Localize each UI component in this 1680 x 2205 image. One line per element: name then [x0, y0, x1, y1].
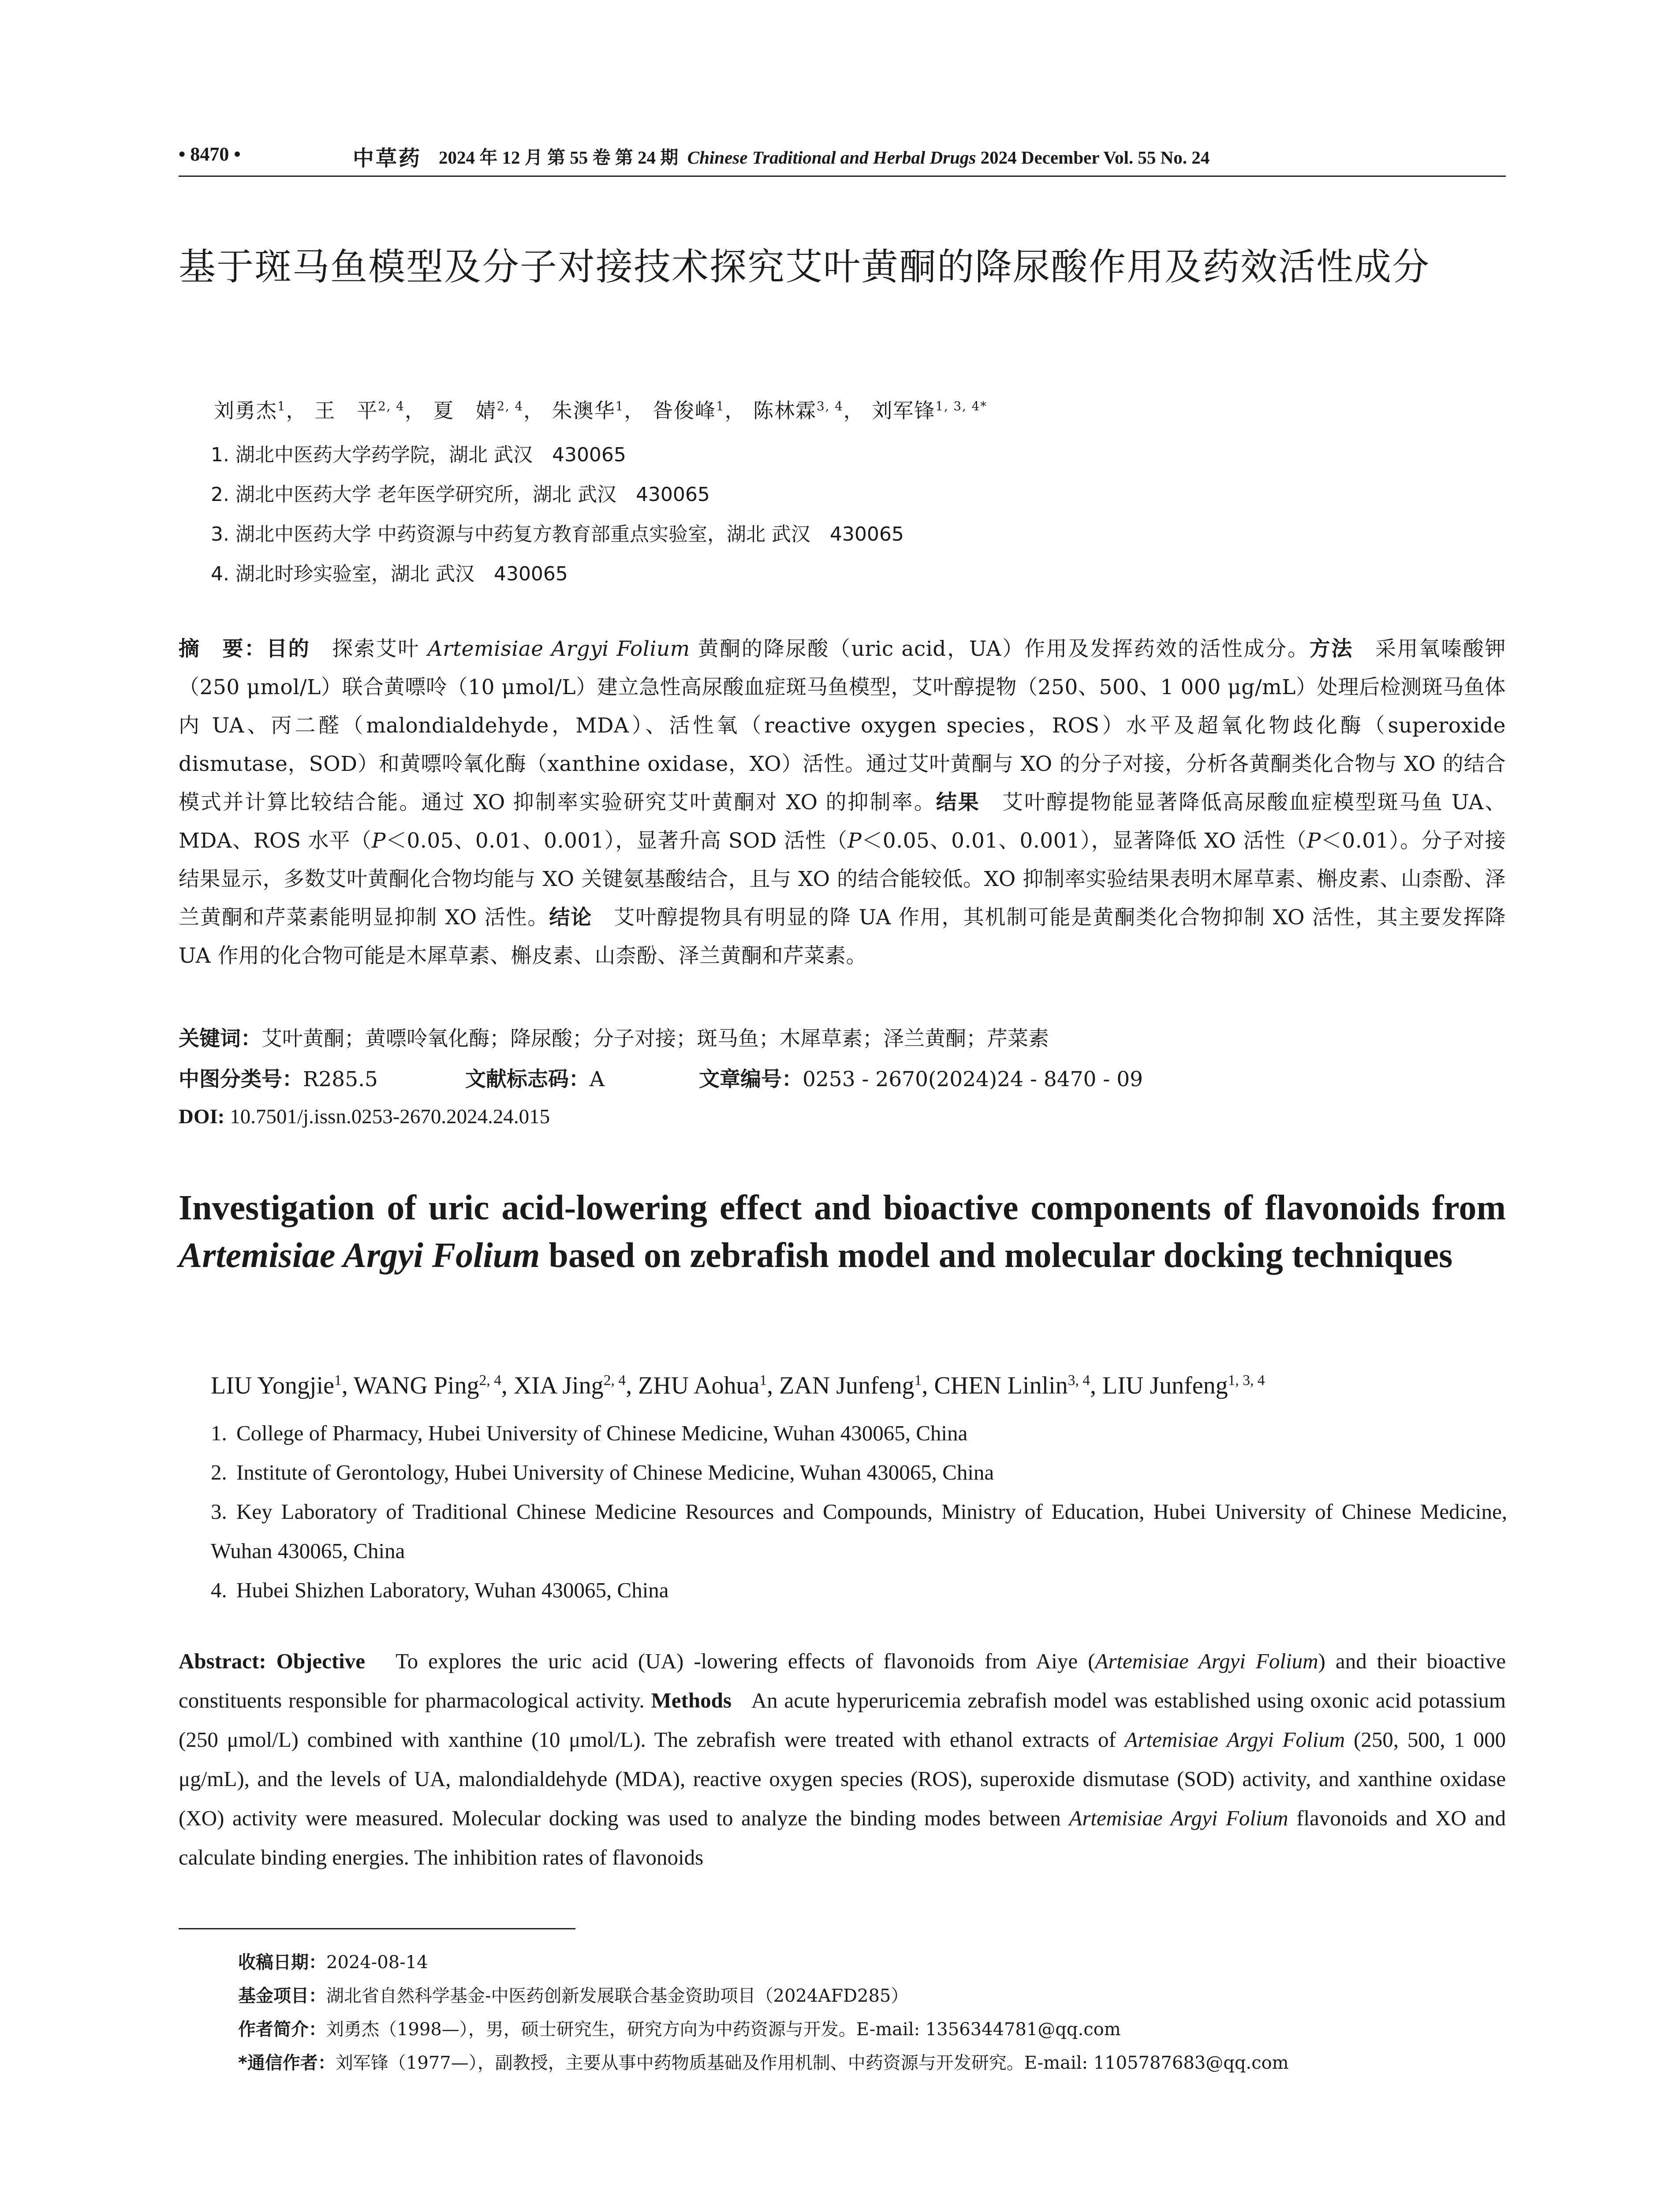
author-cn: 夏 婧 [433, 399, 497, 422]
methods-label: 方法 [1309, 637, 1354, 661]
abstract-label: 摘 要： [179, 637, 266, 661]
footnote-received [238, 1948, 428, 1973]
authors-en: LIU Yongjie$^1$, WANG Ping$^{2, 4}$, XIA Jing$^{2, 4}$, ZHU Aohua$^1$, ZAN Junfeng$^1$, CHEN Linlin$^{3, 4}$, LIU Junfeng$^{1, 3, 4}$ [211, 1372, 1265, 1399]
objective-label: 目的 [266, 637, 310, 661]
fund-value: 湖北省自然科学基金-中医药创新发展联合基金资助项目（2024AFD285） [326, 1986, 909, 2006]
received-value: 2024-08-14 [326, 1952, 428, 1973]
author-cn: 朱澳华 [552, 399, 616, 422]
author-aff: 3, 4 [1068, 1372, 1090, 1389]
latin-name: Artemisiae Argyi Folium [1095, 1649, 1318, 1673]
affiliation-cn-1: 1. 湖北中医药大学药学院，湖北 武汉 430065 [211, 444, 626, 466]
author-en: LIU Yongjie [211, 1372, 335, 1399]
objective-text: 探索艾叶 [332, 637, 420, 661]
methods-text: 采用氧嗪酸钾（250 μmol/L）联合黄嘌呤（10 μmol/L）建立急性高尿酸血症斑马鱼模型，艾叶醇提物（250、500、1 000 μg/mL）处理后检测斑马鱼体内 UA、丙二醛（malondialdehyde，MDA）、活性氧（reactive oxygen species，ROS）水平及超氧化物歧化酶（superoxide dismutase，SOD）和黄嘌呤氧化酶（xanthine oxidase，XO）活性。通过艾叶黄酮与 XO 的分子对接，分析各黄酮类化合物与 XO 的结合模式并计算比较结合能。通过 XO 抑制率实验研究艾叶黄酮对 XO 的抑制率。 [179, 637, 1506, 815]
author-aff: 2, 4 [479, 1372, 501, 1389]
affiliation-en-4 [211, 1570, 1507, 1610]
affiliation-en-3 [211, 1492, 1507, 1570]
methods-en-text: An acute hyperuricemia zebrafish model was established using oxonic acid potassium (250 μmol/L) combined with xanthine (10 μmol/L). The zebrafish were treated with ethanol extracts of [179, 1688, 1506, 1752]
author-aff: 1, 3, 4* [935, 399, 987, 414]
affiliation-cn-3: 3. 湖北中医药大学 中药资源与中药复方教育部重点实验室，湖北 武汉 430065 [211, 523, 904, 546]
objective-en-text: ) and their bioactive constituents responsible for pharmacological activity. [179, 1649, 1506, 1712]
affiliation-en-1 [211, 1413, 1507, 1453]
objective-en-text: To explores the uric acid (UA) -lowering effects of flavonoids from Aiye ( [396, 1649, 1095, 1673]
latin-name: Artemisiae Argyi Folium [1124, 1727, 1345, 1752]
title-en [179, 1184, 1506, 1279]
aff-text: Hubei Shizhen Laboratory, Wuhan 430065, China [236, 1578, 669, 1602]
p-symbol: P [1307, 829, 1321, 853]
author-aff: 1 [615, 399, 624, 414]
affiliation-cn-4: 4. 湖北时珍实验室，湖北 武汉 430065 [211, 563, 568, 585]
doc-code-value: A [590, 1067, 605, 1091]
results-label: 结果 [936, 790, 980, 815]
author-cn: 刘军锋 [872, 399, 936, 422]
author-en: WANG Ping [353, 1372, 479, 1399]
author-aff: 2, 4 [603, 1372, 626, 1389]
article-no-value: 0253 - 2670(2024)24 - 8470 - 09 [803, 1067, 1143, 1091]
objective-en-label: Objective [276, 1649, 366, 1673]
abstract-en-label: Abstract: [179, 1649, 266, 1673]
aff-number: 4. [211, 1578, 227, 1602]
author-aff: 2, 4 [497, 399, 524, 414]
keywords-label: 关键词： [179, 1027, 261, 1051]
authors-cn: 刘勇杰$^1$， 王 平$^{2, 4}$， 夏 婧$^{2, 4}$， 朱澳华$^1$， 昝俊峰$^1$， 陈林霖$^{3, 4}$， 刘军锋$^{1, 3, 4*}$ [214, 399, 987, 422]
footnote-fund [238, 1982, 908, 2007]
results-text: 艾叶醇提物能显著降低高尿酸血症模型斑马鱼 UA、MDA、ROS 水平（ [179, 790, 1506, 853]
footnote-corresponding [238, 2049, 1289, 2074]
article-no-label: 文章编号： [699, 1067, 803, 1091]
aff-text: Institute of Gerontology, Hubei University of Chinese Medicine, Wuhan 430065, China [236, 1460, 994, 1484]
results-text: ＜0.05、0.01、0.001），显著降低 XO 活性（ [862, 829, 1307, 853]
footnote-author [238, 2015, 1121, 2041]
aff-number: 3. [211, 1499, 227, 1524]
footnote-divider [179, 1928, 575, 1929]
author-bio-value: 刘勇杰（1998—），男，硕士研究生，研究方向为中药资源与开发。E-mail: 1356344781@qq.com [326, 2019, 1121, 2040]
p-symbol: P [371, 829, 386, 853]
author-cn: 陈林霖 [753, 399, 817, 422]
author-cn: 王 平 [314, 399, 378, 422]
author-cn: 刘勇杰 [214, 399, 277, 422]
title-en-part: Investigation of uric acid-lowering effect and bioactive components of flavonoids from [179, 1188, 1506, 1227]
doi-label: DOI: [179, 1105, 225, 1128]
author-aff: 1, 3, 4 [1228, 1372, 1265, 1389]
corresponding-label: *通信作者： [238, 2053, 336, 2073]
classification-line [179, 1063, 1143, 1092]
journal-issue-info [439, 143, 1210, 169]
title-cn: 基于斑马鱼模型及分子对接技术探究艾叶黄酮的降尿酸作用及药效活性成分 [179, 245, 1430, 288]
aff-text: College of Pharmacy, Hubei University of Chinese Medicine, Wuhan 430065, China [236, 1421, 968, 1445]
abstract-en [179, 1641, 1506, 1877]
issue-cn: 2024 年 12 月 第 55 卷 第 24 期 [439, 147, 679, 168]
author-cn: 昝俊峰 [652, 399, 716, 422]
author-aff: 3, 4 [817, 399, 844, 414]
running-header [179, 141, 1506, 168]
author-en: LIU Junfeng [1102, 1372, 1228, 1399]
keywords-text: 艾叶黄酮；黄嘌呤氧化酶；降尿酸；分子对接；斑马鱼；木犀草素；泽兰黄酮；芹菜素 [261, 1027, 1049, 1051]
issue-en: 2024 December Vol. 55 No. 24 [980, 147, 1210, 168]
fund-label: 基金项目： [238, 1986, 326, 2006]
author-en: CHEN Linlin [934, 1372, 1068, 1399]
aff-number: 2. [211, 1460, 227, 1484]
latin-name: Artemisiae Argyi Folium [1069, 1806, 1288, 1830]
doc-code-label: 文献标志码： [465, 1067, 590, 1091]
doi-value: 10.7501/j.issn.0253-2670.2024.24.015 [230, 1105, 550, 1128]
author-aff: 2, 4 [378, 399, 405, 414]
author-aff: 1 [716, 399, 725, 414]
author-bio-label: 作者简介： [238, 2019, 326, 2040]
results-text: ＜0.05、0.01、0.001），显著升高 SOD 活性（ [386, 829, 848, 853]
latin-name: Artemisiae Argyi Folium [427, 637, 690, 661]
p-symbol: P [847, 829, 862, 853]
author-aff: 1 [759, 1372, 767, 1389]
author-aff: 1 [334, 1372, 342, 1389]
received-label: 收稿日期： [238, 1952, 326, 1973]
title-en-part: based on zebrafish model and molecular docking techniques [540, 1236, 1453, 1275]
author-en: XIA Jing [513, 1372, 604, 1399]
journal-name-cn: 中草药 [353, 147, 422, 170]
clc-label: 中图分类号： [179, 1067, 303, 1091]
author-aff: 1 [277, 399, 286, 414]
methods-en-label: Methods [651, 1688, 732, 1712]
methods-en-text: flavonoids and XO and calculate binding energies. The inhibition rates of flavonoids [179, 1806, 1506, 1869]
clc-value: R285.5 [303, 1067, 378, 1091]
objective-text: 黄酮的降尿酸（uric acid，UA）作用及发挥药效的活性成分。 [698, 637, 1310, 661]
author-en: ZHU Aohua [638, 1372, 760, 1399]
affiliation-en-2 [211, 1453, 1507, 1492]
abstract-cn [179, 630, 1506, 975]
doi [179, 1105, 550, 1129]
journal-name-en: Chinese Traditional and Herbal Drugs [687, 147, 976, 168]
conclusion-text: 艾叶醇提物具有明显的降 UA 作用，其机制可能是黄酮类化合物抑制 XO 活性，其主要发挥降 UA 作用的化合物可能是木犀草素、槲皮素、山柰酚、泽兰黄酮和芹菜素。 [179, 905, 1506, 968]
conclusion-label: 结论 [549, 905, 593, 930]
keywords [179, 1022, 1049, 1052]
aff-number: 1. [211, 1421, 227, 1445]
aff-text: Key Laboratory of Traditional Chinese Medicine Resources and Compounds, Ministry of Education, Hubei University of Chinese Medicine, Wuhan 430065, China [211, 1499, 1507, 1563]
results-text: ＜0.01）。分子对接结果显示，多数艾叶黄酮化合物均能与 XO 关键氨基酸结合，且与 XO 的结合能较低。XO 抑制率实验结果表明木犀草素、槲皮素、山柰酚、泽兰黄酮和芹菜素能明显抑制 XO 活性。 [179, 829, 1506, 930]
title-en-latin: Artemisiae Argyi Folium [179, 1236, 540, 1275]
methods-en-text: (250, 500, 1 000 μg/mL), and the levels of UA, malondialdehyde (MDA), reactive oxygen species (ROS), superoxide dismutase (SOD) activity, and xanthine oxidase (XO) activity were measured. Molecular docking was used to analyze the binding modes between [179, 1727, 1506, 1830]
corresponding-value: 刘军锋（1977—），副教授，主要从事中药物质基础及作用机制、中药资源与开发研究。E-mail: 1105787683@qq.com [335, 2053, 1289, 2073]
author-aff: 1 [914, 1372, 922, 1389]
page-number: • 8470 • [179, 143, 241, 165]
header-divider [179, 176, 1506, 177]
author-en: ZAN Junfeng [779, 1372, 915, 1399]
affiliation-cn-2: 2. 湖北中医药大学 老年医学研究所，湖北 武汉 430065 [211, 483, 710, 506]
